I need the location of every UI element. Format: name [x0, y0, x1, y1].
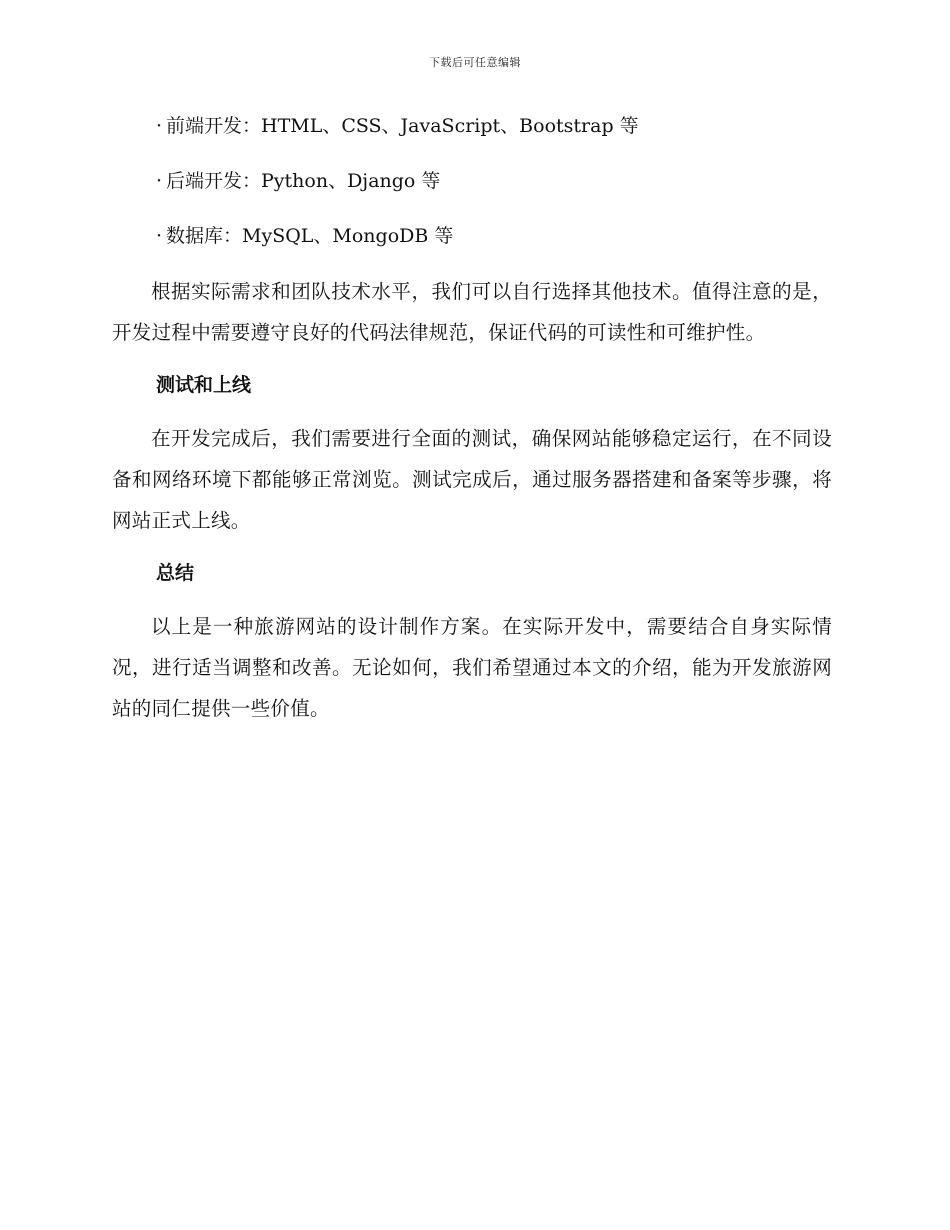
bullet-database — [112, 216, 832, 256]
bullet-dot: · — [156, 225, 163, 247]
page-header: 下载后可任意编辑 — [429, 56, 521, 69]
paragraph-testing: 在开发完成后，我们需要进行全面的测试，确保网站能够稳定运行，在不同设备和网络环境下都能够正常浏览。测试完成后，通过服务器搭建和备案等步骤，将网站正式上线。 — [112, 427, 832, 532]
heading-summary: 总结 — [156, 562, 195, 584]
bullet-frontend — [112, 106, 832, 146]
bullet-text: 后端开发：Python、Django 等 — [166, 170, 441, 192]
heading-testing: 测试和上线 — [156, 374, 252, 396]
paragraph-tech-choice: 根据实际需求和团队技术水平，我们可以自行选择其他技术。值得注意的是，开发过程中需要遵守良好的代码法律规范，保证代码的可读性和可维护性。 — [112, 280, 832, 344]
bullet-backend — [112, 161, 832, 201]
bullet-dot: · — [156, 170, 163, 192]
paragraph-summary: 以上是一种旅游网站的设计制作方案。在实际开发中，需要结合自身实际情况，进行适当调整和改善。无论如何，我们希望通过本文的介绍，能为开发旅游网站的同仁提供一些价值。 — [112, 615, 832, 720]
bullet-text: 数据库：MySQL、MongoDB 等 — [166, 225, 454, 247]
bullet-text: 前端开发：HTML、CSS、JavaScript、Bootstrap 等 — [166, 115, 639, 137]
bullet-dot: · — [156, 115, 163, 137]
document-content — [112, 106, 832, 741]
